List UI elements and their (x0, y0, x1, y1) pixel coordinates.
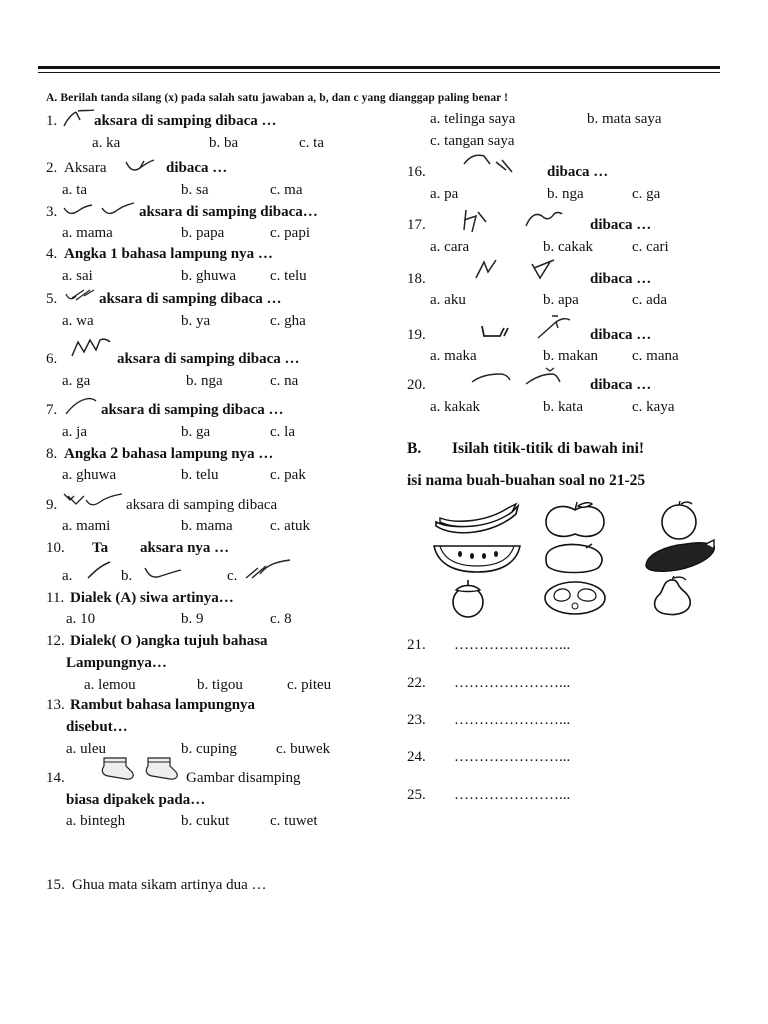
q9-text: aksara di samping dibaca (126, 497, 278, 513)
q7-option-a[interactable]: a. ja (62, 424, 87, 440)
q18-number: 18. (407, 271, 426, 287)
q20-option-c[interactable]: c. kaya (632, 399, 675, 415)
q6-text: aksara di samping dibaca … (117, 351, 300, 367)
q7-number: 7. (46, 402, 58, 418)
q12-option-c[interactable]: c. piteu (287, 677, 332, 693)
aksara-glyph-icon (62, 108, 96, 128)
q18-option-a[interactable]: a. aku (430, 292, 466, 308)
blank-22-answer[interactable]: …………………... (454, 675, 571, 691)
q13-option-a[interactable]: a. uleu (66, 741, 106, 757)
q14-option-c[interactable]: c. tuwet (270, 813, 318, 829)
q19-option-a[interactable]: a. maka (430, 348, 477, 364)
q15-option-a[interactable]: a. telinga saya (430, 111, 516, 127)
q17-text: dibaca … (590, 217, 652, 233)
blank-24-number: 24. (407, 749, 426, 765)
q11-option-c[interactable]: c. 8 (270, 611, 292, 627)
q5-number: 5. (46, 291, 58, 307)
q18-option-c[interactable]: c. ada (632, 292, 667, 308)
blank-21-answer[interactable]: …………………... (454, 637, 571, 653)
q14-text: Gambar disamping (186, 770, 301, 786)
blank-25-answer[interactable]: …………………... (454, 787, 571, 803)
q3-option-a[interactable]: a. mama (62, 225, 113, 241)
q19-option-b[interactable]: b. makan (543, 348, 598, 364)
aksara-glyph-icon (474, 256, 560, 282)
aksara-glyph-icon (470, 364, 572, 388)
aksara-glyph-icon (62, 490, 126, 510)
q5-option-a[interactable]: a. wa (62, 313, 94, 329)
q19-text: dibaca … (590, 327, 652, 343)
q13-option-c[interactable]: c. buwek (276, 741, 331, 757)
q17-number: 17. (407, 217, 426, 233)
aksara-glyph-icon (62, 200, 138, 218)
section-b-subtitle: isi nama buah-buahan soal no 21-25 (407, 472, 646, 489)
q17-option-c[interactable]: c. cari (632, 239, 669, 255)
aksara-glyph-icon (124, 156, 164, 174)
q8-number-bold: 2 (110, 445, 119, 462)
q18-text: dibaca … (590, 271, 652, 287)
instruction-text: A. Berilah tanda silang (x) pada salah satu jawaban a, b, dan c yang dianggap paling benar ! (46, 92, 509, 104)
q15-option-c[interactable]: c. tangan saya (430, 133, 515, 149)
sliced-fruit-icon (540, 576, 610, 621)
q6-option-c[interactable]: c. na (270, 373, 299, 389)
q5-text: aksara di samping dibaca … (99, 291, 282, 307)
section-b-label: B. (407, 440, 422, 457)
q14-option-a[interactable]: a. bintegh (66, 813, 126, 829)
q19-number: 19. (407, 327, 426, 343)
q4-option-a[interactable]: a. sai (62, 268, 93, 284)
section-b-title: Isilah titik-titik di bawah ini! (452, 440, 645, 457)
q10-text: aksara nya … (140, 540, 230, 556)
q10-pre: Ta (92, 540, 109, 556)
q3-option-b[interactable]: b. papa (181, 225, 225, 241)
aksara-glyph-icon (460, 206, 566, 234)
q11-option-b[interactable]: b. 9 (181, 611, 204, 627)
q16-text: dibaca … (547, 164, 609, 180)
q10-option-b[interactable]: b. (121, 568, 133, 584)
q6-option-b[interactable]: b. nga (186, 373, 223, 389)
q9-number: 9. (46, 497, 58, 513)
q6-number: 6. (46, 351, 58, 367)
aksara-glyph-icon (64, 396, 98, 416)
q13-option-b[interactable]: b. cuping (181, 741, 237, 757)
q16-option-a[interactable]: a. pa (430, 186, 459, 202)
q10-number: 10. (46, 540, 65, 556)
q1-text: aksara di samping dibaca … (94, 113, 277, 129)
q1-option-b[interactable]: b. ba (209, 135, 239, 151)
q2-option-b[interactable]: b. sa (181, 182, 209, 198)
blank-21-number: 21. (407, 637, 426, 653)
blank-25-number: 25. (407, 787, 426, 803)
q7-option-b[interactable]: b. ga (181, 424, 211, 440)
q13-number: 13. (46, 697, 65, 713)
socks-icon (98, 756, 186, 782)
q2-option-a[interactable]: a. ta (62, 182, 87, 198)
blank-23-answer[interactable]: …………………... (454, 712, 571, 728)
q15-text: Ghua mata sikam artinya dua … (72, 877, 267, 893)
q9-option-b[interactable]: b. mama (181, 518, 233, 534)
q13-text: Rambut bahasa lampungnya (70, 697, 256, 713)
aksara-glyph-icon (478, 312, 572, 342)
q5-option-c[interactable]: c. gha (270, 313, 306, 329)
q1-number: 1. (46, 113, 58, 129)
q3-number: 3. (46, 204, 58, 220)
apple-icon (540, 500, 610, 545)
q15-option-b[interactable]: b. mata saya (587, 111, 662, 127)
mangosteen-icon (438, 578, 498, 623)
aksara-glyph-icon (86, 560, 114, 580)
q4-option-c[interactable]: c. telu (270, 268, 307, 284)
q11-option-a[interactable]: a. 10 (66, 611, 96, 627)
q11-text: Dialek (A) siwa artinya… (70, 590, 234, 606)
q11-number: 11. (46, 590, 65, 606)
q12-text: Dialek( O )angka tujuh bahasa (70, 633, 268, 649)
q7-text: aksara di samping dibaca … (101, 402, 284, 418)
q14-option-b[interactable]: b. cukut (181, 813, 230, 829)
aksara-glyph-icon (70, 336, 112, 358)
q10-option-a[interactable]: a. (62, 568, 73, 584)
banana-icon (432, 502, 522, 541)
q6-option-a[interactable]: a. ga (62, 373, 91, 389)
q13-text-line2: disebut… (66, 719, 128, 735)
q2-number: 2. (46, 160, 58, 176)
q4-number: 4. (46, 246, 58, 262)
q3-option-c[interactable]: c. papi (270, 225, 310, 241)
q16-option-b[interactable]: b. nga (547, 186, 584, 202)
q5-option-b[interactable]: b. ya (181, 313, 211, 329)
q16-option-c[interactable]: c. ga (632, 186, 661, 202)
q15-number: 15. (46, 877, 65, 893)
q9-option-a[interactable]: a. mami (62, 518, 111, 534)
blank-22-number: 22. (407, 675, 426, 691)
watermelon-icon (430, 540, 524, 579)
q10-option-c[interactable]: c. (227, 568, 238, 584)
q20-number: 20. (407, 377, 426, 393)
q1-option-a[interactable]: a. ka (92, 135, 121, 151)
q8-option-a[interactable]: a. ghuwa (62, 467, 117, 483)
q20-option-a[interactable]: a. kakak (430, 399, 480, 415)
q12-option-a[interactable]: a. lemou (84, 677, 136, 693)
mango-icon (540, 540, 610, 579)
top-rule (38, 66, 720, 69)
aksara-glyph-icon (143, 562, 183, 582)
q14-number: 14. (46, 770, 65, 786)
aksara-glyph-icon (64, 286, 98, 304)
q8-option-b[interactable]: b. telu (181, 467, 219, 483)
q17-option-a[interactable]: a. cara (430, 239, 470, 255)
q8-option-c[interactable]: c. pak (270, 467, 306, 483)
q20-option-b[interactable]: b. kata (543, 399, 583, 415)
q2-text: dibaca … (166, 160, 228, 176)
papaya-icon (642, 538, 718, 579)
q2-option-c[interactable]: c. ma (270, 182, 303, 198)
pear-icon (642, 576, 702, 621)
q8-number: 8. (46, 446, 58, 462)
q4-text: Angka 1 bahasa lampung nya … (64, 246, 273, 262)
blank-24-answer[interactable]: …………………... (454, 749, 571, 765)
q12-option-b[interactable]: b. tigou (197, 677, 243, 693)
q7-option-c[interactable]: c. la (270, 424, 295, 440)
q2-pre: Aksara (64, 160, 107, 176)
aksara-glyph-icon (244, 558, 294, 582)
aksara-glyph-icon (462, 150, 524, 174)
q1-option-c[interactable]: c. ta (299, 135, 324, 151)
q12-number: 12. (46, 633, 65, 649)
q20-text: dibaca … (590, 377, 652, 393)
q9-option-c[interactable]: c. atuk (270, 518, 310, 534)
q3-text: aksara di samping dibaca… (139, 204, 318, 220)
q12-text-line2: Lampungnya… (66, 655, 167, 671)
q8-text (64, 445, 273, 463)
q8-post: bahasa lampung nya … (122, 446, 274, 462)
q17-option-b[interactable]: b. cakak (543, 239, 593, 255)
q16-number: 16. (407, 164, 426, 180)
q4-option-b[interactable]: b. ghuwa (181, 268, 236, 284)
q14-text-line2: biasa dipakek pada… (66, 792, 206, 808)
q8-pre: Angka (64, 446, 107, 462)
q19-option-c[interactable]: c. mana (632, 348, 679, 364)
q18-option-b[interactable]: b. apa (543, 292, 579, 308)
blank-23-number: 23. (407, 712, 426, 728)
top-rule-thin (38, 72, 720, 73)
